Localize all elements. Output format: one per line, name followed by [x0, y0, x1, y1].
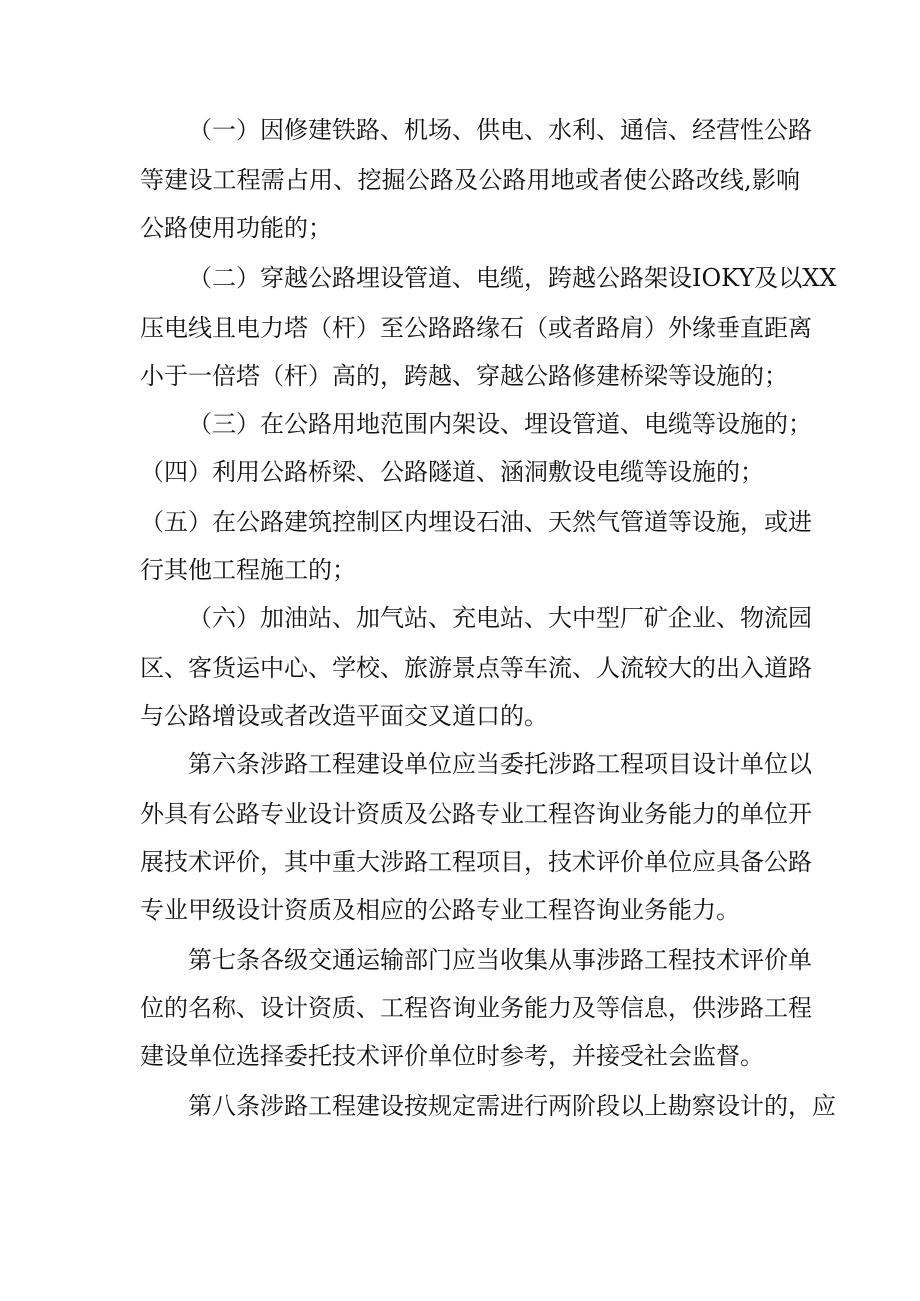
text-line: 小于一倍塔（杆）高的，跨越、穿越公路修建桥梁等设施的； — [140, 362, 788, 390]
text-line: 与公路增设或者改造平面交叉道口的。 — [140, 702, 548, 730]
text-line: 专业甲级设计资质及相应的公路专业工程咨询业务能力。 — [140, 896, 740, 924]
text-line: 第八条涉路工程建设按规定需进行两阶段以上勘察设计的，应 — [188, 1092, 836, 1120]
text-line: 外具有公路专业设计资质及公路专业工程咨询业务能力的单位开 — [140, 800, 812, 828]
text-line: 建设单位选择委托技术评价单位时参考，并接受社会监督。 — [140, 1042, 764, 1070]
text-line: 区、客货运中心、学校、旅游景点等车流、人流较大的出入道路 — [140, 654, 812, 682]
text-line: 公路使用功能的； — [140, 214, 332, 242]
text-line: （二）穿越公路埋设管道、电缆，跨越公路架设IOKY及以XX — [188, 264, 837, 292]
text-line: （一）因修建铁路、机场、供电、水利、通信、经营性公路 — [188, 116, 812, 144]
text-line: 行其他工程施工的； — [140, 556, 356, 584]
text-line: 第七条各级交通运输部门应当收集从事涉路工程技术评价单 — [188, 946, 812, 974]
text-line: 压电线且电力塔（杆）至公路路缘石（或者路肩）外缘垂直距离 — [140, 314, 812, 342]
text-line: （六）加油站、加气站、充电站、大中型厂矿企业、物流园 — [188, 604, 812, 632]
text-line: 第六条涉路工程建设单位应当委托涉路工程项目设计单位以 — [188, 750, 812, 778]
text-line: 等建设工程需占用、挖掘公路及公路用地或者使公路改线,影响 — [140, 166, 800, 194]
text-line: （四）利用公路桥梁、公路隧道、涵洞敷设电缆等设施的； — [140, 458, 764, 486]
text-line: （三）在公路用地范围内架设、埋设管道、电缆等设施的； — [188, 410, 812, 438]
text-line: （五）在公路建筑控制区内埋设石油、天然气管道等设施，或进 — [140, 508, 812, 536]
text-line: 位的名称、设计资质、工程咨询业务能力及等信息，供涉路工程 — [140, 994, 812, 1022]
text-line: 展技术评价，其中重大涉路工程项目，技术评价单位应具备公路 — [140, 848, 812, 876]
